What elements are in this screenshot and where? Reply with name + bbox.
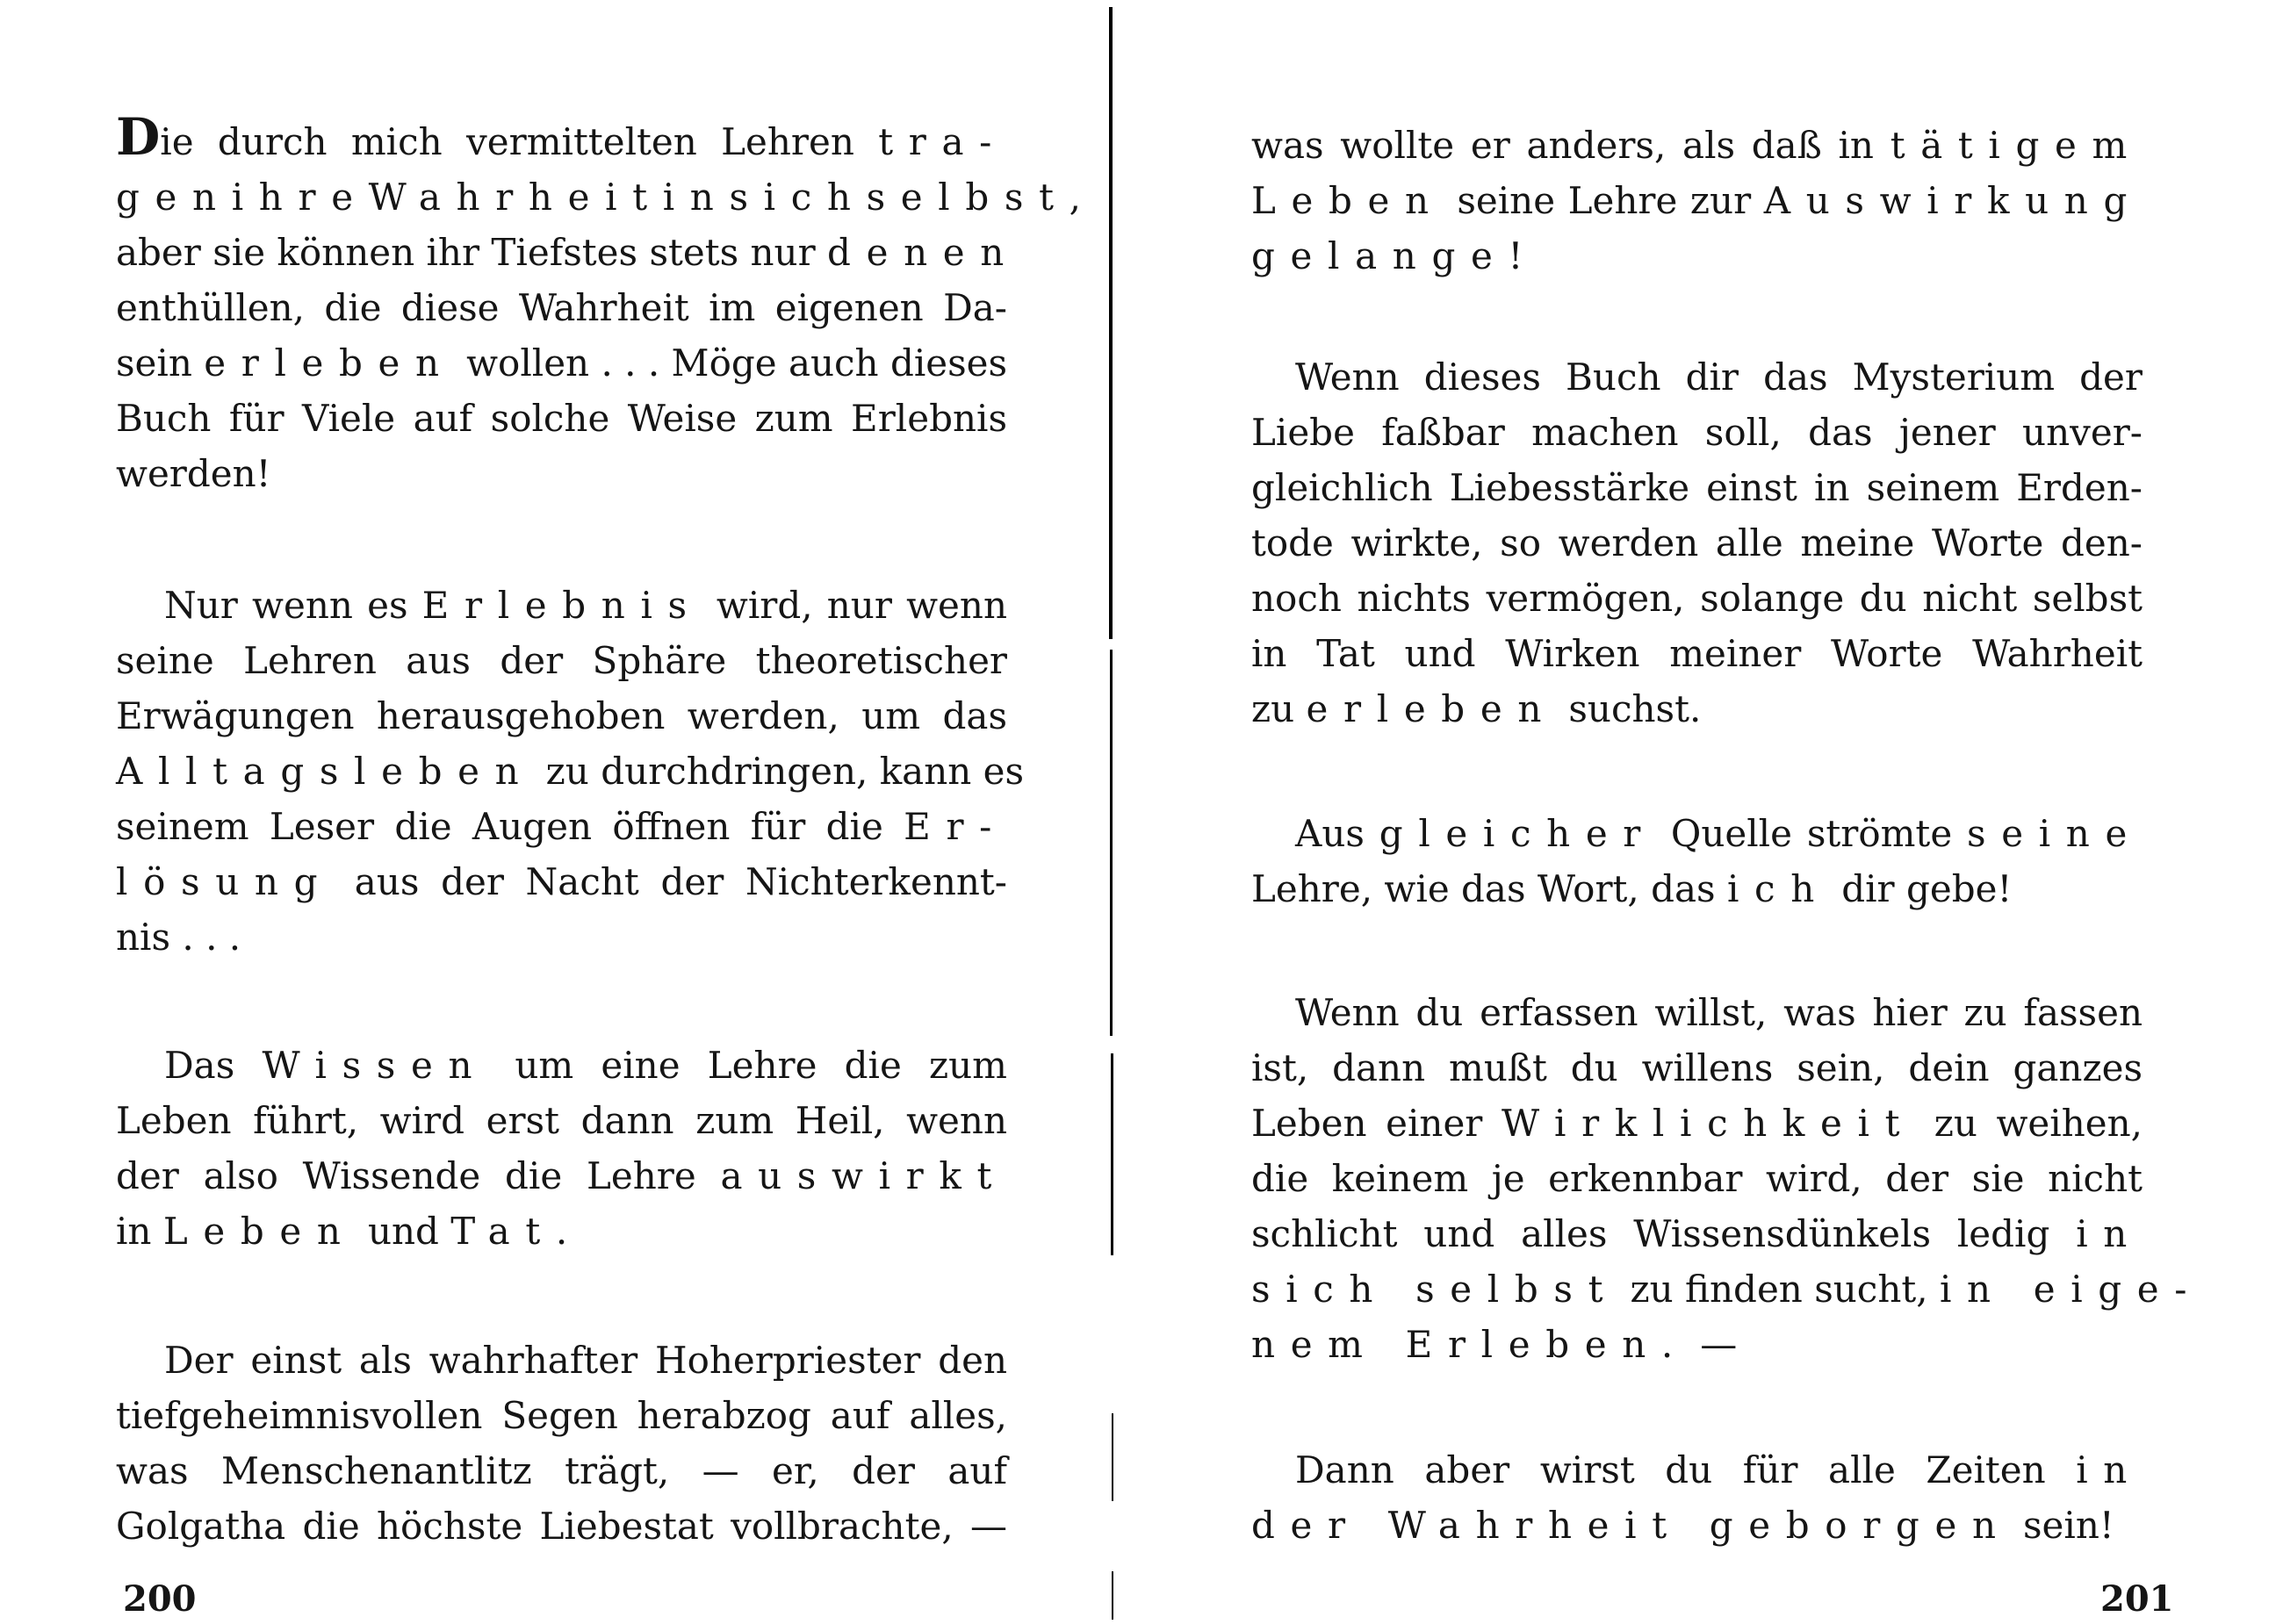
text-span: wollen . . . Möge auch dieses	[454, 341, 1008, 384]
text-line	[116, 1204, 1007, 1259]
gutter-line	[1112, 1571, 1113, 1620]
emphasis-span: auswirkt	[720, 1154, 1007, 1197]
text-line	[1251, 1498, 2143, 1553]
gutter-line	[1112, 1413, 1113, 1501]
text-line	[116, 1038, 1007, 1093]
text-line	[1251, 1206, 2143, 1261]
emphasis-span: Alltagsleben	[116, 750, 535, 793]
text-span: Dann aber wirst du für alle Zeiten	[1295, 1448, 2077, 1491]
emphasis-span: Wissen	[262, 1044, 488, 1087]
text-line: seine Lehren aus der Sphäre theoretischer	[116, 639, 1007, 682]
emphasis-span: tra-	[878, 120, 1007, 163]
emphasis-span: seine	[1967, 812, 2143, 855]
text-span: ie durch mich vermittelten Lehren	[160, 120, 879, 163]
text-line	[1251, 681, 2143, 737]
emphasis-span: Er-	[904, 805, 1007, 848]
text-line: Der einst als wahrhafter Hoherpriester den	[164, 1339, 1007, 1382]
text-line	[116, 225, 1019, 280]
text-span: seinem Leser die Augen öffnen für die	[116, 805, 904, 848]
text-line: was Menschenantlitz trägt, — er, der auf	[116, 1449, 1007, 1492]
text-line: Wenn dieses Buch dir das Mysterium der	[1295, 356, 2143, 399]
text-span: Leben einer	[1251, 1102, 1502, 1145]
emphasis-span: ich	[1726, 867, 1830, 910]
emphasis-span: tätigem	[1890, 124, 2143, 167]
right-paragraph-3	[1251, 806, 2143, 916]
text-span: wird, nur wenn	[702, 584, 1007, 627]
drop-cap: D	[116, 107, 161, 167]
gutter-line	[1109, 7, 1113, 639]
text-line	[1251, 173, 2143, 228]
text-line	[1251, 861, 2143, 916]
text-line	[116, 107, 1007, 169]
text-span: Aus	[1295, 812, 1379, 855]
emphasis-span: in eige-	[1939, 1268, 2203, 1311]
text-span: zu durchdringen, kann es	[534, 750, 1025, 793]
text-line	[116, 799, 1007, 854]
text-span: sein!	[2011, 1504, 2114, 1547]
emphasis-span: in	[2076, 1448, 2143, 1491]
text-span: zu	[1251, 687, 1307, 730]
text-line: tode wirkte, so werden alle meine Worte den-	[1251, 521, 2143, 564]
left-paragraph-3	[116, 1038, 1007, 1259]
text-line	[116, 578, 1007, 633]
text-line	[116, 335, 1007, 391]
text-span: dir gebe!	[1829, 867, 2013, 910]
text-line: Wenn du erfassen willst, was hier zu fassen	[1295, 991, 2143, 1034]
page-number-right: 201	[2100, 1578, 2174, 1620]
right-paragraph-4	[1251, 985, 2203, 1372]
right-page	[1133, 0, 2283, 1624]
left-paragraph-4	[116, 1333, 1007, 1554]
text-span: sein	[116, 341, 205, 384]
left-paragraph-2	[116, 578, 1025, 965]
text-line: gleichlich Liebesstärke einst in seinem Erden-	[1251, 466, 2143, 509]
page-number-left: 200	[123, 1578, 197, 1620]
text-span: seine Lehre zur	[1444, 179, 1764, 222]
right-paragraph-2	[1251, 349, 2143, 737]
text-span: um eine Lehre die zum	[487, 1044, 1008, 1087]
emphasis-span: denen	[827, 231, 1019, 274]
emphasis-span: Tat.	[450, 1210, 583, 1253]
text-span: schlicht und alles Wissensdünkels ledig	[1251, 1212, 2077, 1255]
text-line: die keinem je erkennbar wird, der sie nicht	[1251, 1157, 2143, 1200]
text-span: Quelle strömte	[1656, 812, 1968, 855]
text-line	[1251, 1317, 2143, 1372]
emphasis-span: Wirklichkeit	[1501, 1102, 1916, 1145]
emphasis-span: gleicher	[1379, 812, 1657, 855]
gutter-line	[1110, 650, 1113, 1036]
emphasis-span: Leben	[1251, 179, 1444, 222]
text-span: was wollte er anders, als daß in	[1251, 124, 1890, 167]
text-span: aber sie können ihr Tiefstes stets nur	[116, 231, 828, 274]
book-gutter	[1106, 0, 1115, 1624]
text-span: der also Wissende die Lehre	[116, 1154, 721, 1197]
text-line	[116, 1148, 1007, 1204]
text-line: nis . . .	[116, 916, 241, 959]
text-span: zu finden sucht,	[1618, 1268, 1940, 1311]
emphasis-span: erleben	[204, 341, 455, 384]
text-line: in Tat und Wirken meiner Worte Wahrheit	[1251, 632, 2143, 675]
text-line: enthüllen, die diese Wahrheit im eigenen Da-	[116, 286, 1007, 329]
text-span: Das	[164, 1044, 263, 1087]
gutter-line	[1111, 1053, 1113, 1255]
text-line	[1251, 1261, 2203, 1317]
text-line	[1251, 1096, 2143, 1151]
text-line: genihreWahrheitinsichselbst,	[116, 176, 1097, 219]
text-line	[1251, 1442, 2143, 1498]
emphasis-span: lösung	[116, 860, 334, 903]
text-span: zu weihen,	[1915, 1102, 2143, 1145]
text-span: —	[1688, 1323, 1738, 1366]
text-line	[1251, 806, 2143, 861]
text-line	[116, 854, 1007, 909]
text-span: Lehre, wie das Wort, das	[1251, 867, 1727, 910]
emphasis-span: der Wahrheit geborgen	[1251, 1504, 2012, 1547]
text-line	[116, 744, 1025, 799]
right-paragraph-5	[1251, 1442, 2143, 1553]
emphasis-span: sich selbst	[1251, 1268, 1619, 1311]
emphasis-span: erleben	[1306, 687, 1558, 730]
text-span: in	[116, 1210, 163, 1253]
emphasis-span: Erlebnis	[421, 584, 702, 627]
text-span: suchst.	[1557, 687, 1702, 730]
emphasis-span: Auswirkung	[1763, 179, 2143, 222]
text-line: noch nichts vermögen, solange du nicht selbst	[1251, 577, 2143, 620]
emphasis-span: Leben	[162, 1210, 356, 1253]
left-paragraph-1	[116, 107, 1097, 501]
text-line: Golgatha die höchste Liebestat vollbrachte, —	[116, 1505, 1007, 1548]
right-paragraph-1	[1251, 118, 2143, 284]
text-span: aus der Nacht der Nichterkennt-	[333, 860, 1007, 903]
text-line: ist, dann mußt du willens sein, dein ganzes	[1251, 1046, 2143, 1089]
text-span: Nur wenn es	[164, 584, 422, 627]
text-line: Liebe faßbar machen soll, das jener unver-	[1251, 411, 2143, 454]
left-page	[0, 0, 1111, 1624]
text-line: tiefgeheimnisvollen Segen herabzog auf alles,	[116, 1394, 1007, 1437]
text-line: Erwägungen herausgehoben werden, um das	[116, 694, 1007, 737]
text-line: Buch für Viele auf solche Weise zum Erlebnis	[116, 397, 1007, 440]
text-line: werden!	[116, 452, 271, 495]
emphasis-span: in	[2076, 1212, 2143, 1255]
text-line: Leben führt, wird erst dann zum Heil, wenn	[116, 1099, 1007, 1142]
text-line	[1251, 118, 2143, 173]
emphasis-span: nem Erleben.	[1251, 1323, 1689, 1366]
text-span: und	[356, 1210, 451, 1253]
text-line: gelange!	[1251, 234, 1539, 277]
